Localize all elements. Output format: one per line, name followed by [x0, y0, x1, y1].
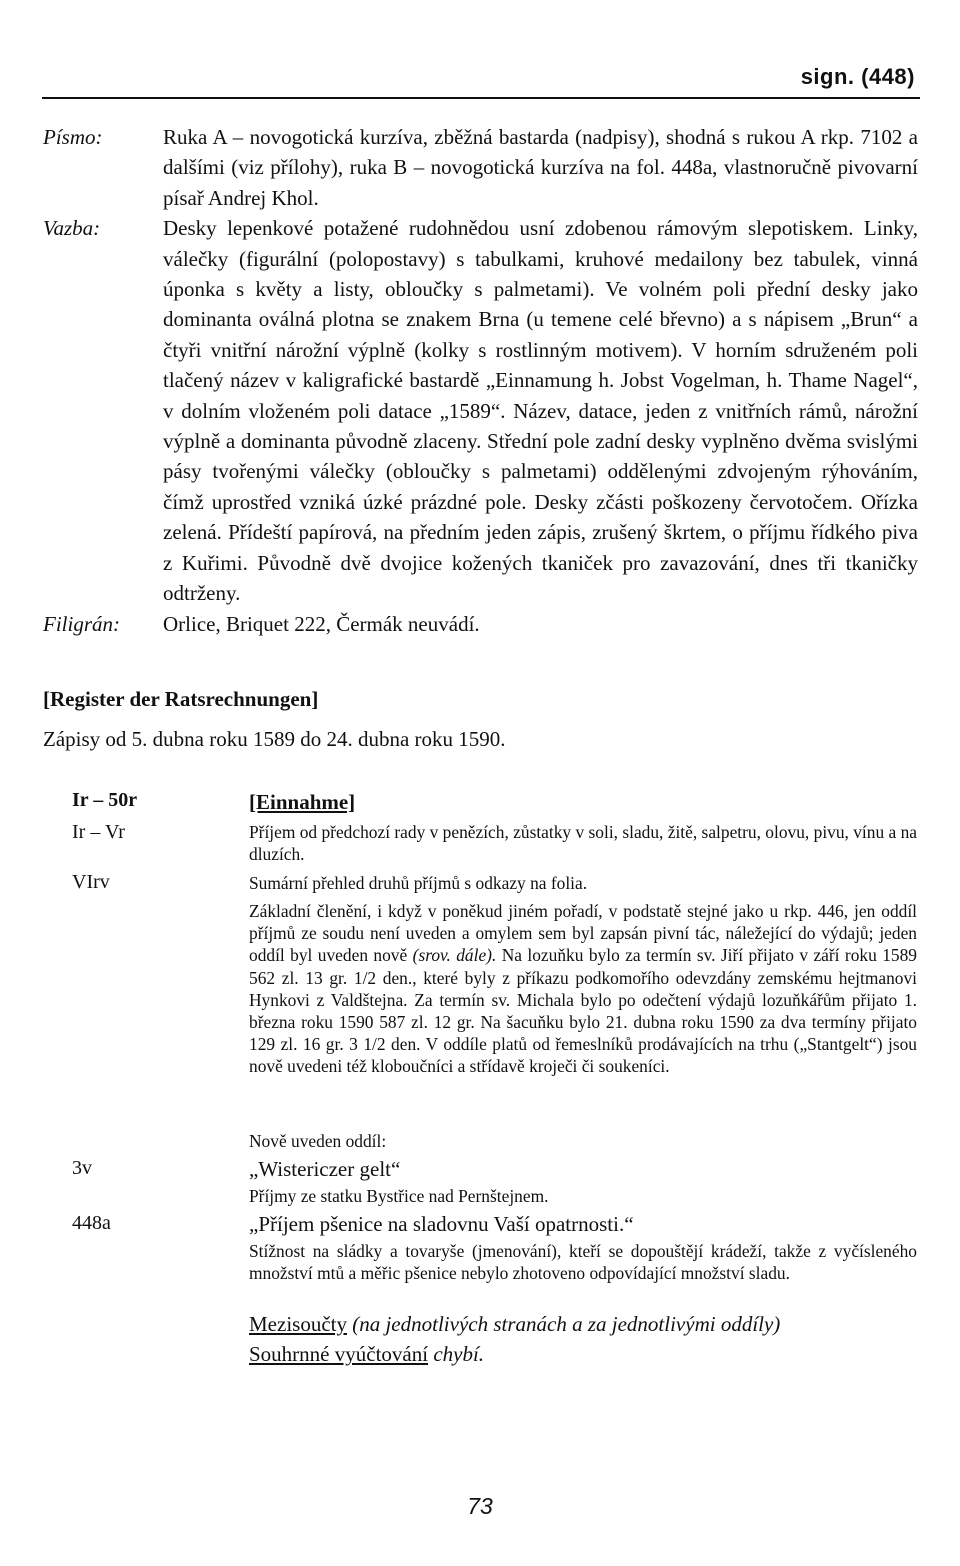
description-block	[43, 122, 923, 639]
page-number: 73	[467, 1493, 493, 1519]
script-label: Písmo:	[43, 125, 103, 149]
entry-text: Příjem od předchozí rady v penězích, zůstatky v soli, sladu, žitě, salpetru, olovu, pivu, vínu a na dluzích.	[249, 822, 917, 865]
entries-range: Zápisy od 5. dubna roku 1589 do 24. dubna roku 1590.	[43, 727, 506, 751]
folio-index: VIrv	[72, 871, 110, 893]
header-rule	[42, 97, 920, 99]
entry-text: Příjmy ze statku Bystřice nad Pernštejnem.	[249, 1186, 549, 1206]
summary-note: chybí.	[433, 1342, 485, 1366]
watermark-label: Filigrán:	[43, 611, 120, 636]
entry-text: Stížnost na sládky a tovaryše (jmenování), kteří se dopouštějí krádeží, takže z vyčísleného množství mtů a měřic pšenice nebylo zhotoveno odpovídající množství sladu.	[249, 1241, 917, 1284]
subtotals-note: (na jednotlivých stranách a za jednotlivými oddíly)	[352, 1312, 781, 1336]
commentary-paragraph	[249, 900, 917, 1078]
signature-label: sign. (448)	[800, 64, 915, 89]
summary-line	[249, 1341, 917, 1367]
entry-title: „Wistericzer gelt“	[249, 1157, 401, 1181]
script-text: Ruka A – novogotická kurzíva, zběžná bastarda (nadpisy), shodná s rukou A rkp. 7102 a dalšími (viz přílohy), ruka B – novogotická kurzíva na fol. 448a, vlastnoručně pivovarní písař Andrej Khol.	[163, 125, 918, 210]
script-row	[43, 122, 923, 213]
folio-index: 3v	[72, 1157, 92, 1179]
commentary-text: Na lozuňku bylo za termín sv. Jiří přijato v září roku 1589 562 zl. 13 gr. 1/2 den., které byly z příkazu podkomořího odevzdány zemskému hejtmanovi Hynkovi z Valdštejna. Za termín sv. Michala bylo po odečtení výdajů lozuňkářům přijato 1. března roku 1590 587 zl. 12 gr. Na šacuňku bylo 21. dubna roku 1590 za dva termíny přijato 129 zl. 16 gr. 3 1/2 den. V oddíle platů od řemeslníků prodávajících na trhu („Stantgelt“) jsou nově uvedeni též kloboučníci a střídavě kroječi či soukeníci.	[249, 945, 917, 1077]
subtotals-line	[249, 1311, 917, 1337]
summary-label: Souhrnné vyúčtování	[249, 1342, 429, 1366]
folio-index: Ir – 50r	[72, 789, 138, 811]
binding-text: Desky lepenkové potažené rudohnědou usní zdobenou rámovým slepotiskem. Linky, válečky (figurální (polopostavy) s tabulkami, kruhové medailony bez tabulek, vinná úponka s květy a listy, obloučky s palmetami). Ve volném poli přední desky jako dominanta oválná plotna se znakem Brna (u temene celé břevno) a s nápisem „Brun“ a čtyři vnitřní nárožní výplně (kolky s rostlinným motivem). V horním sdruženém poli tlačený název v kaligrafické bastardě „Einnamung h. Jobst Vogelman, h. Thame Nagel“, v dolním vloženém poli datace „1589“. Název, datace, jeden z vnitřních rámů, nárožní výplně a dominanta původně zlaceny. Střední pole zadní desky vyplněno dvěma svislými pásy tvořenými válečky (obloučky s palmetami) oddělenými zdvojeným rýhováním, čímž uprostřed vzniká úzké prázdné pole. Desky zčásti poškozeny červotočem. Ořízka zelená. Přídeští papírová, na předním jeden zápis, zrušený škrtem, o příjmu řídkého piva z Kuřimi. Původně dvě dvojice kožených tkaniček pro zavazování, dnes tři tkaničky odtrženy.	[163, 216, 918, 606]
subtotals-label: Mezisoučty	[249, 1312, 347, 1336]
register-title: [Register der Ratsrechnungen]	[43, 687, 319, 711]
folio-index: Ir – Vr	[72, 821, 125, 843]
section-heading: [Einnahme]	[249, 790, 356, 814]
entry-text: Sumární přehled druhů příjmů s odkazy na folia.	[249, 873, 588, 893]
cross-reference-note: (srov. dále).	[412, 945, 497, 966]
new-section-label: Nově uveden oddíl:	[249, 1131, 387, 1151]
entry-title: „Příjem pšenice na sladovnu Vaší opatrnosti.“	[249, 1212, 634, 1236]
folio-index: 448a	[72, 1212, 111, 1234]
commentary-text: Základní členění, i když v poněkud jiném pořadí, v podstatě stejné jako u rkp. 446, jen oddíl příjmů ze soudu není uveden a omylem sem byl zapsán pivní tác, náležející do výdajů; jeden oddíl byl uveden nově	[249, 901, 917, 966]
watermark-text: Orlice, Briquet 222, Čermák neuvádí.	[163, 611, 480, 636]
binding-row	[43, 213, 923, 608]
watermark-row	[43, 609, 923, 639]
binding-label: Vazba:	[43, 216, 101, 241]
